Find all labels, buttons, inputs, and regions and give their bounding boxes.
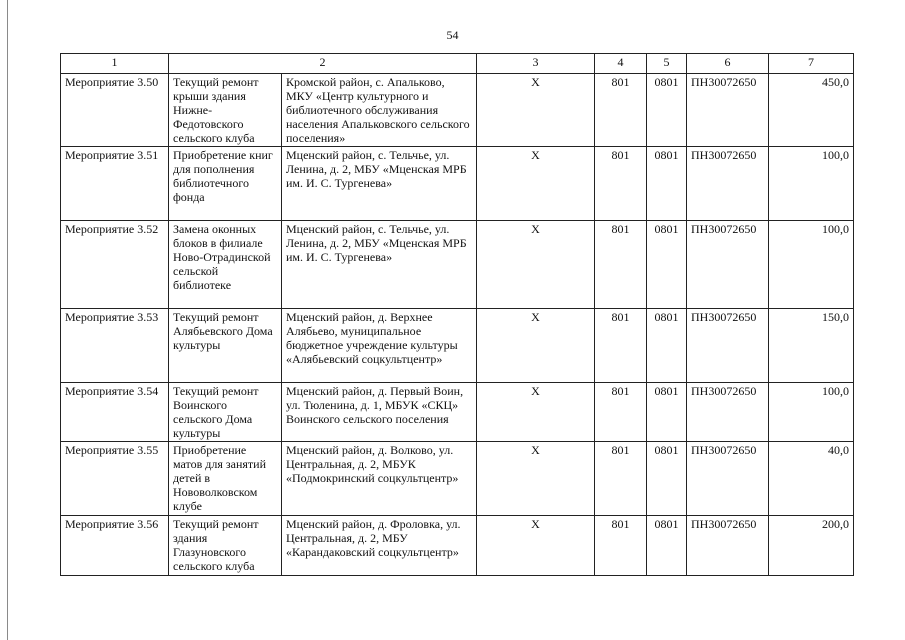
mark-cell: X [477,383,595,442]
address-cell: Мценский район, д. Фроловка, ул. Центральная, д. 2, МБУ «Карандаковский соцкультцентр» [282,516,477,576]
measure-cell: Мероприятие 3.52 [61,221,169,309]
col-header-1: 1 [61,54,169,74]
address-cell: Мценский район, с. Тельчье, ул. Ленина, д. 2, МБУ «Мценская МРБ им. И. С. Тургенева» [282,221,477,309]
section-cell: 0801 [647,74,687,147]
amount-cell: 100,0 [769,383,854,442]
classifier-cell: ПН30072650 [687,442,769,516]
section-cell: 0801 [647,147,687,221]
col-header-6: 6 [687,54,769,74]
section-cell: 0801 [647,221,687,309]
col-header-3: 3 [477,54,595,74]
table-row [61,383,854,442]
amount-cell: 100,0 [769,147,854,221]
address-cell: Кромской район, с. Апальково, МКУ «Центр культурного и библиотечного обслуживания населения Апальковского сельского поселения» [282,74,477,147]
description-cell: Текущий ремонт крыши здания Нижне-Федотовского сельского клуба [169,74,282,147]
table-row [61,442,854,516]
description-cell: Текущий ремонт Алябьевского Дома культуры [169,309,282,383]
measure-cell: Мероприятие 3.51 [61,147,169,221]
mark-cell: X [477,74,595,147]
section-cell: 0801 [647,442,687,516]
code-cell: 801 [595,74,647,147]
mark-cell: X [477,442,595,516]
section-cell: 0801 [647,516,687,576]
measure-cell: Мероприятие 3.53 [61,309,169,383]
mark-cell: X [477,221,595,309]
mark-cell: X [477,309,595,383]
mark-cell: X [477,147,595,221]
address-cell: Мценский район, д. Верхнее Алябьево, муниципальное бюджетное учреждение культуры «Алябьевский соцкультцентр» [282,309,477,383]
col-header-2: 2 [169,54,477,74]
table-row [61,147,854,221]
col-header-7: 7 [769,54,854,74]
table-row [61,309,854,383]
classifier-cell: ПН30072650 [687,221,769,309]
section-cell: 0801 [647,383,687,442]
table-row [61,516,854,576]
col-header-5: 5 [647,54,687,74]
section-cell: 0801 [647,309,687,383]
measure-cell: Мероприятие 3.56 [61,516,169,576]
amount-cell: 100,0 [769,221,854,309]
code-cell: 801 [595,442,647,516]
measure-cell: Мероприятие 3.54 [61,383,169,442]
table-row [61,221,854,309]
code-cell: 801 [595,383,647,442]
description-cell: Замена оконных блоков в филиале Ново-Отрадинской сельской библиотеке [169,221,282,309]
header-row [61,54,854,74]
code-cell: 801 [595,309,647,383]
mark-cell: X [477,516,595,576]
table-row [61,74,854,147]
amount-cell: 200,0 [769,516,854,576]
amount-cell: 40,0 [769,442,854,516]
amount-cell: 150,0 [769,309,854,383]
description-cell: Текущий ремонт здания Глазуновского сельского клуба [169,516,282,576]
budget-measures-table [60,53,854,576]
classifier-cell: ПН30072650 [687,74,769,147]
code-cell: 801 [595,516,647,576]
address-cell: Мценский район, с. Тельчье, ул. Ленина, д. 2, МБУ «Мценская МРБ им. И. С. Тургенева» [282,147,477,221]
page-edge-line [7,0,8,640]
page-number: 54 [446,28,459,42]
col-header-4: 4 [595,54,647,74]
classifier-cell: ПН30072650 [687,147,769,221]
description-cell: Приобретение книг для пополнения библиотечного фонда [169,147,282,221]
code-cell: 801 [595,147,647,221]
code-cell: 801 [595,221,647,309]
measure-cell: Мероприятие 3.55 [61,442,169,516]
address-cell: Мценский район, д. Первый Воин, ул. Тюленина, д. 1, МБУК «СКЦ» Воинского сельского поселения [282,383,477,442]
amount-cell: 450,0 [769,74,854,147]
address-cell: Мценский район, д. Волково, ул. Центральная, д. 2, МБУК «Подмокринский соцкультцентр» [282,442,477,516]
measure-cell: Мероприятие 3.50 [61,74,169,147]
classifier-cell: ПН30072650 [687,383,769,442]
description-cell: Приобретение матов для занятий детей в Нововолковском клубе [169,442,282,516]
classifier-cell: ПН30072650 [687,309,769,383]
classifier-cell: ПН30072650 [687,516,769,576]
description-cell: Текущий ремонт Воинского сельского Дома культуры [169,383,282,442]
